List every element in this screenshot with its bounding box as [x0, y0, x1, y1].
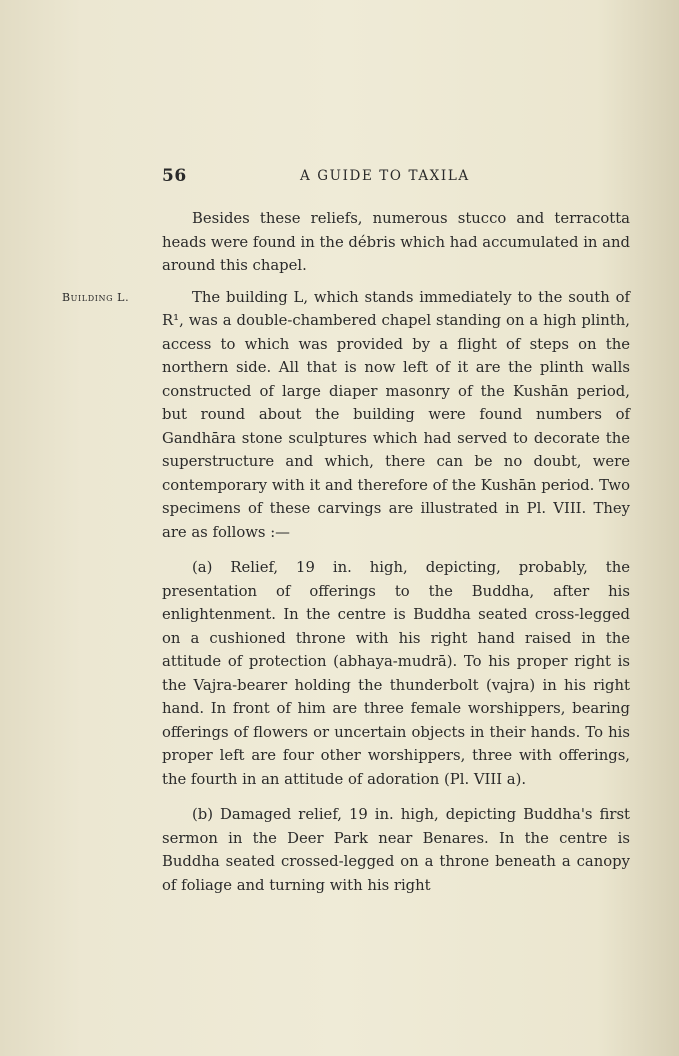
margin-note-building-l: Building L. — [62, 291, 130, 304]
paragraph-building-l: The building L, which stands immediately to the south of R¹, was a double-chambered chapel standing on a high plinth, access to which was provided by a flight of steps on the northern side. All that is now left of it are the plinth walls constructed of large diaper masonry of the Kushān period, but round about the building were found numbers of Gandhāra stone sculptures which had served to decorate the superstructure and which, there can be no doubt, were contemporary with it and therefore of the Kushān period. Two specimens of these carvings are illustrated in Pl. VIII. They are as follows :— — [162, 288, 630, 541]
body-text — [162, 207, 630, 897]
running-title: A GUIDE TO TAXILA — [300, 168, 470, 184]
running-head — [162, 166, 630, 188]
paragraph-relief-a: (a) Relief, 19 in. high, depicting, probably, the presentation of offerings to the Buddha, after his enlightenment. In the centre is Buddha seated cross-legged on a cushioned throne with his right hand raised in the attitude of protection (abhaya-mudrā). To his proper right is the Vajra-bearer holding the thunderbolt (vajra) in his right hand. In front of him are three female worshippers, bearing offerings of flowers or uncertain objects in their hands. To his proper left are four other worshippers, three with offerings, the fourth in an attitude of adoration (Pl. VIII a). — [162, 559, 630, 788]
paragraph-relief-b: (b) Damaged relief, 19 in. high, depicting Buddha's first sermon in the Deer Park near Benares. In the centre is Buddha seated crossed-legged on a throne beneath a canopy of foliage and turning with his right — [162, 806, 630, 894]
paragraph-reliefs-heads: Besides these reliefs, numerous stucco and terracotta heads were found in the débris which had accumulated in and around this chapel. — [162, 210, 630, 274]
page-number: 56 — [162, 166, 187, 186]
